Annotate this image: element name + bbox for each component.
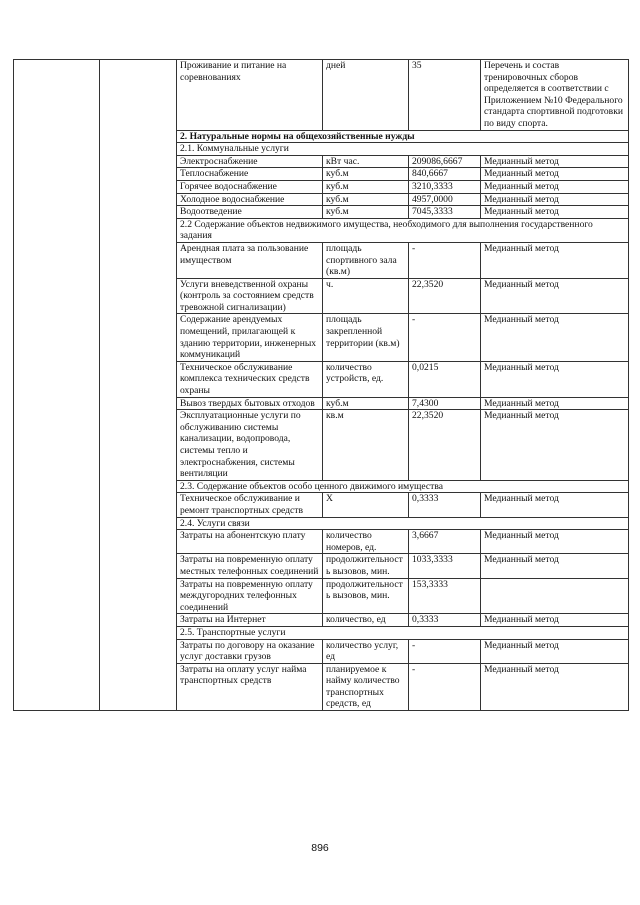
row-unit-cell: кВт час. xyxy=(323,155,409,168)
row-unit-cell: площадь закрепленной территории (кв.м) xyxy=(323,314,409,361)
row-name-cell: Затраты на Интернет xyxy=(177,614,323,627)
row-method-cell: Медианный метод xyxy=(481,180,629,193)
row-unit-cell: количество услуг, ед xyxy=(323,639,409,663)
subsection-title: 2.2 Содержание объектов недвижимого имущества, необходимого для выполнения государственного задания xyxy=(177,218,629,242)
row-method-cell: Перечень и состав тренировочных сборов определяется в соответствии с Приложением №10 Федерального стандарта спортивной подготовки по виду спорта. xyxy=(481,60,629,131)
row-method-cell: Медианный метод xyxy=(481,663,629,710)
row-method-cell: Медианный метод xyxy=(481,193,629,206)
row-unit-cell: куб.м xyxy=(323,193,409,206)
row-value-cell: 0,0215 xyxy=(409,361,481,397)
subsection-title: 2.3. Содержание объектов особо ценного движимого имущества xyxy=(177,480,629,493)
empty-column-2 xyxy=(100,60,177,711)
row-method-cell: Медианный метод xyxy=(481,639,629,663)
row-name-cell: Техническое обслуживание комплекса технических средств охраны xyxy=(177,361,323,397)
row-method-cell: Медианный метод xyxy=(481,554,629,578)
row-name-cell: Затраты на абонентскую плату xyxy=(177,530,323,554)
table-row xyxy=(14,60,629,131)
row-method-cell: Медианный метод xyxy=(481,530,629,554)
subsection-title: 2.1. Коммунальные услуги xyxy=(177,143,629,156)
section-2-title: 2. Натуральные нормы на общехозяйственные нужды xyxy=(177,130,629,143)
row-name-cell: Водоотведение xyxy=(177,206,323,219)
row-name-cell: Затраты на повременную оплату междугородних телефонных соединений xyxy=(177,578,323,614)
row-value-cell: 7,4300 xyxy=(409,397,481,410)
row-name-cell: Содержание арендуемых помещений, прилагающей к зданию территории, инженерных коммуникаций xyxy=(177,314,323,361)
row-value-cell: - xyxy=(409,663,481,710)
row-unit-cell: дней xyxy=(323,60,409,131)
row-value-cell: 3,6667 xyxy=(409,530,481,554)
row-unit-cell: планируемое к найму количество транспортных средств, ед xyxy=(323,663,409,710)
row-name-cell: Арендная плата за пользование имуществом xyxy=(177,242,323,278)
row-unit-cell: куб.м xyxy=(323,180,409,193)
row-value-cell: 0,3333 xyxy=(409,614,481,627)
row-method-cell: Медианный метод xyxy=(481,361,629,397)
row-value-cell: 1033,3333 xyxy=(409,554,481,578)
row-method-cell: Медианный метод xyxy=(481,168,629,181)
page-number: 896 xyxy=(311,842,329,854)
norms-table xyxy=(13,59,629,711)
row-value-cell: 35 xyxy=(409,60,481,131)
row-unit-cell: Х xyxy=(323,493,409,517)
row-name-cell: Затраты на повременную оплату местных телефонных соединений xyxy=(177,554,323,578)
row-method-cell: Медианный метод xyxy=(481,314,629,361)
row-value-cell: 22,3520 xyxy=(409,410,481,481)
row-unit-cell: продолжительность вызовов, мин. xyxy=(323,578,409,614)
row-unit-cell: количество номеров, ед. xyxy=(323,530,409,554)
row-method-cell xyxy=(481,578,629,614)
row-value-cell: 153,3333 xyxy=(409,578,481,614)
row-method-cell: Медианный метод xyxy=(481,614,629,627)
row-value-cell: - xyxy=(409,242,481,278)
row-value-cell: - xyxy=(409,314,481,361)
row-unit-cell: продолжительность вызовов, мин. xyxy=(323,554,409,578)
row-name-cell: Горячее водоснабжение xyxy=(177,180,323,193)
row-value-cell: 209086,6667 xyxy=(409,155,481,168)
row-name-cell: Электроснабжение xyxy=(177,155,323,168)
row-method-cell: Медианный метод xyxy=(481,206,629,219)
row-method-cell: Медианный метод xyxy=(481,155,629,168)
row-name-cell: Эксплуатационные услуги по обслуживанию системы канализации, водопровода, системы тепло и электроснабжения, системы вентиляции xyxy=(177,410,323,481)
row-method-cell: Медианный метод xyxy=(481,493,629,517)
row-name-cell: Затраты по договору на оказание услуг доставки грузов xyxy=(177,639,323,663)
row-value-cell: 840,6667 xyxy=(409,168,481,181)
row-method-cell: Медианный метод xyxy=(481,397,629,410)
row-name-cell: Вывоз твердых бытовых отходов xyxy=(177,397,323,410)
row-value-cell: 3210,3333 xyxy=(409,180,481,193)
row-unit-cell: кв.м xyxy=(323,410,409,481)
empty-column-1 xyxy=(14,60,100,711)
row-unit-cell: количество устройств, ед. xyxy=(323,361,409,397)
row-method-cell: Медианный метод xyxy=(481,278,629,314)
row-unit-cell: ч. xyxy=(323,278,409,314)
row-name-cell: Теплоснабжение xyxy=(177,168,323,181)
subsection-title: 2.4. Услуги связи xyxy=(177,517,629,530)
row-name-cell: Затраты на оплату услуг найма транспортных средств xyxy=(177,663,323,710)
row-unit-cell: площадь спортивного зала (кв.м) xyxy=(323,242,409,278)
row-method-cell: Медианный метод xyxy=(481,242,629,278)
row-name-cell: Холодное водоснабжение xyxy=(177,193,323,206)
row-name-cell: Услуги вневедственной охраны (контроль за состоянием средств тревожной сигнализации) xyxy=(177,278,323,314)
row-unit-cell: количество, ед xyxy=(323,614,409,627)
row-value-cell: 22,3520 xyxy=(409,278,481,314)
row-method-cell: Медианный метод xyxy=(481,410,629,481)
row-unit-cell: куб.м xyxy=(323,397,409,410)
subsection-title: 2.5. Транспортные услуги xyxy=(177,626,629,639)
row-unit-cell: куб.м xyxy=(323,168,409,181)
row-value-cell: - xyxy=(409,639,481,663)
row-name-cell: Проживание и питание на соревнованиях xyxy=(177,60,323,131)
row-unit-cell: куб.м xyxy=(323,206,409,219)
row-name-cell: Техническое обслуживание и ремонт транспортных средств xyxy=(177,493,323,517)
row-value-cell: 4957,0000 xyxy=(409,193,481,206)
row-value-cell: 0,3333 xyxy=(409,493,481,517)
row-value-cell: 7045,3333 xyxy=(409,206,481,219)
